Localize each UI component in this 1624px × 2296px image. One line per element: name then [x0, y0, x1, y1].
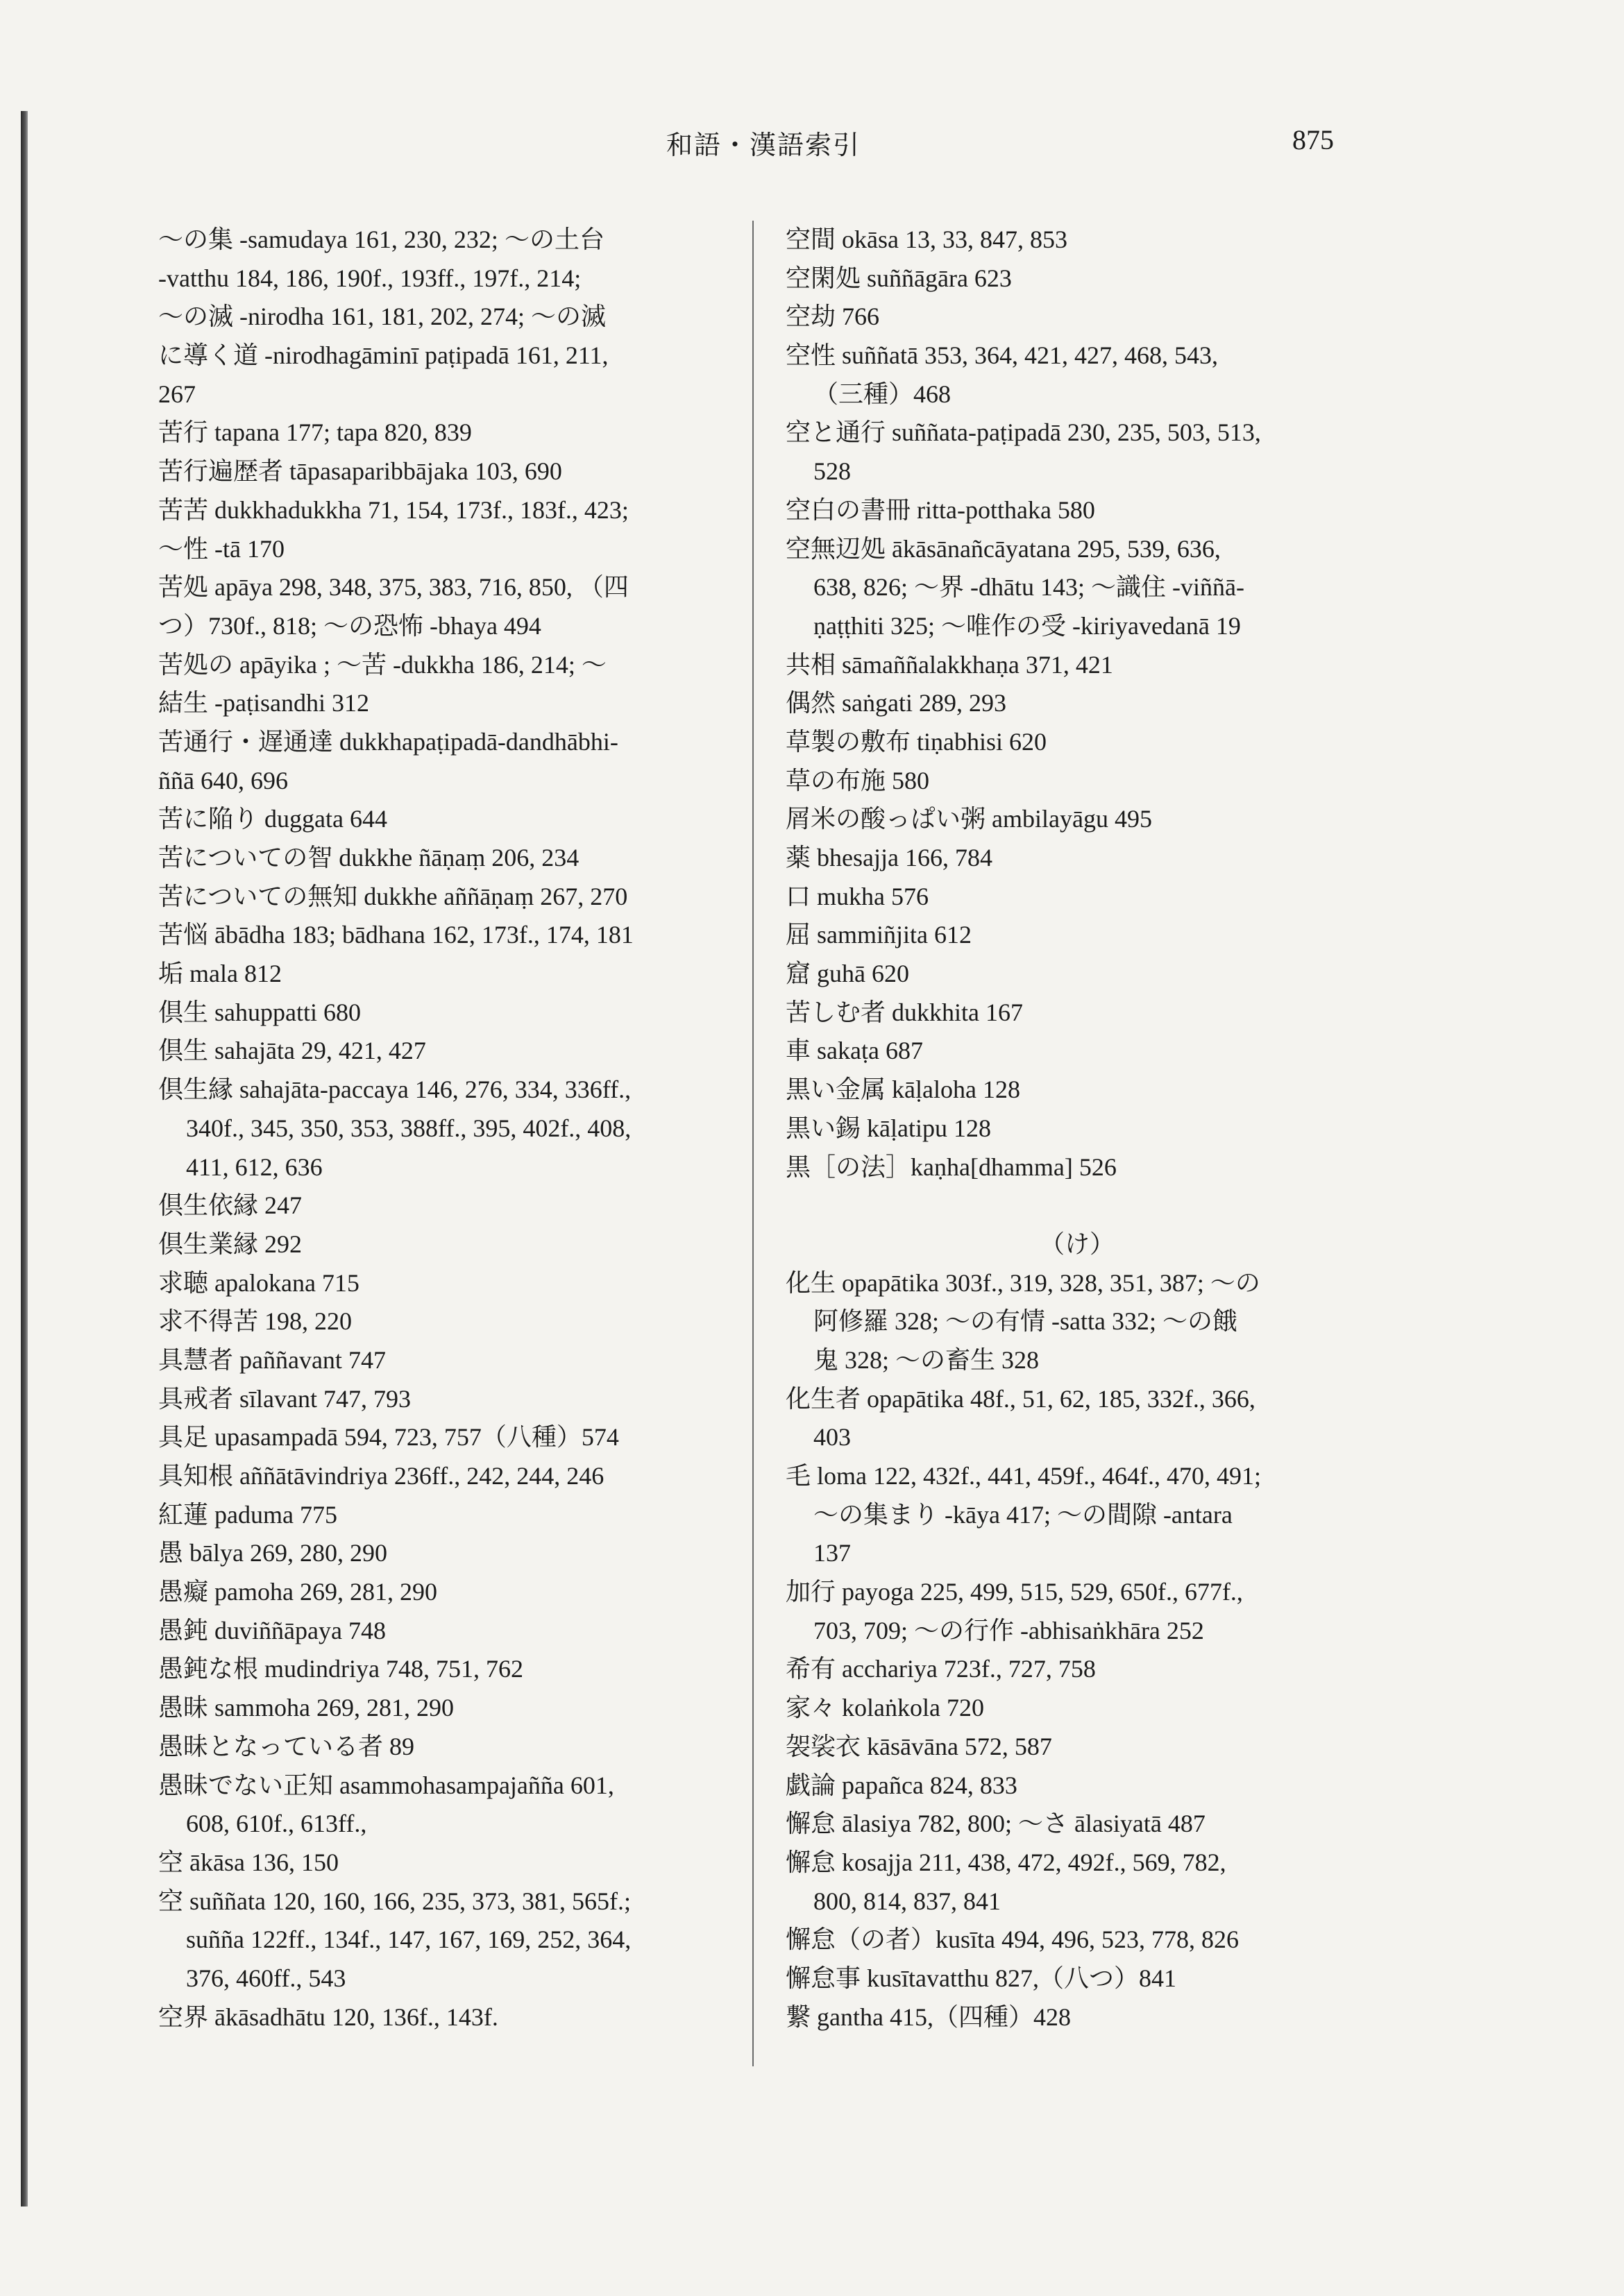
- index-entry-line: 具慧者 paññavant 747: [158, 1345, 386, 1374]
- index-entry-line: 黒い金属 kāḷaloha 128: [786, 1075, 1020, 1104]
- index-entry-line: 倶生 sahuppatti 680: [158, 998, 361, 1026]
- index-entry-line: 空劫 766: [786, 303, 880, 331]
- index-entry-line: 求聴 apalokana 715: [158, 1268, 360, 1297]
- index-entry-line: 愚昧でない正知 asammohasampajañña 601,: [158, 1771, 614, 1799]
- index-entry-line: 化生 opapātika 303f., 319, 328, 351, 387; ～の: [786, 1268, 1260, 1297]
- index-entry-line: 車 sakaṭa 687: [786, 1037, 923, 1065]
- index-entry-line: 倶生縁 sahajāta-paccaya 146, 276, 334, 336ff.,: [158, 1075, 632, 1104]
- index-entry-line: 垢 mala 812: [158, 960, 282, 988]
- index-entry-line: 528: [813, 457, 851, 486]
- index-entry-line: 薬 bhesajja 166, 784: [786, 844, 992, 871]
- index-entry-line: 屑米の酸っぱい粥 ambilayāgu 495: [786, 805, 1152, 833]
- index-entry-line: ～の集 -samudaya 161, 230, 232; ～の土台: [158, 226, 604, 253]
- index-entry-line: ññā 640, 696: [158, 766, 288, 794]
- scan-binding-edge: [21, 111, 28, 2206]
- index-entry-line: 懈怠 ālasiya 782, 800; ～さ ālasiyatā 487: [786, 1810, 1206, 1838]
- index-entry-line: 愚癡 pamoha 269, 281, 290: [158, 1578, 437, 1606]
- index-entry-line: 空無辺処 ākāsānañcāyatana 295, 539, 636,: [786, 534, 1221, 563]
- index-entry-line: 340f., 345, 350, 353, 388ff., 395, 402f., 408,: [186, 1114, 632, 1142]
- right-index-column: [786, 221, 1369, 2036]
- index-entry-line: 空間 okāsa 13, 33, 847, 853: [786, 226, 1067, 253]
- index-entry-line: 袈裟衣 kāsāvāna 572, 587: [786, 1732, 1052, 1760]
- index-entry-line: ～性 -tā 170: [158, 534, 285, 563]
- column-divider: [752, 221, 754, 2066]
- index-entry-line: 懈怠事 kusītavatthu 827,（八つ）841: [786, 1964, 1176, 1992]
- index-entry-line: 求不得苦 198, 220: [158, 1307, 353, 1336]
- index-entry-line: 愚昧 sammoha 269, 281, 290: [158, 1694, 454, 1722]
- index-entry-line: つ）730f., 818; ～の恐怖 -bhaya 494: [158, 611, 541, 640]
- index-entry-line: 苦に陥り duggata 644: [158, 805, 387, 833]
- index-entry-line: 草製の敷布 tiṇabhisi 620: [786, 727, 1047, 756]
- index-entry-line: 具足 upasampadā 594, 723, 757（八種）574: [158, 1423, 619, 1452]
- index-entry-line: 愚昧となっている者 89: [158, 1732, 415, 1760]
- index-entry-line: 偶然 saṅgati 289, 293: [786, 689, 1006, 717]
- index-entry-line: 空性 suññatā 353, 364, 421, 427, 468, 543,: [786, 341, 1218, 370]
- page-number: 875: [1292, 124, 1334, 155]
- index-entry-line: 403: [813, 1423, 851, 1452]
- index-entry-line: 空閑処 suññāgāra 623: [786, 264, 1012, 292]
- index-entry-line: 黒［の法］kaṇha[dhamma] 526: [786, 1153, 1117, 1181]
- index-entry-line: 懈怠（の者）kusīta 494, 496, 523, 778, 826: [786, 1925, 1239, 1954]
- index-entry-line: 愚鈍 duviññāpaya 748: [158, 1616, 386, 1644]
- running-title: 和語・漢語索引: [666, 131, 861, 160]
- index-entry-line: 苦行遍歴者 tāpasaparibbājaka 103, 690: [158, 457, 562, 486]
- index-entry-line: 窟 guhā 620: [786, 960, 909, 988]
- index-entry-line: 阿修羅 328; ～の有情 -satta 332; ～の餓: [813, 1307, 1237, 1336]
- index-entry-line: 愚鈍な根 mudindriya 748, 751, 762: [158, 1655, 523, 1683]
- index-entry-line: 倶生業縁 292: [158, 1230, 303, 1258]
- index-entry-line: 結生 -paṭisandhi 312: [158, 689, 369, 717]
- index-entry-line: に導く道 -nirodhagāminī paṭipadā 161, 211,: [158, 341, 609, 370]
- index-entry-line: 苦についての無知 dukkhe aññāṇaṃ 267, 270: [158, 882, 628, 910]
- index-entry-line: 苦処 apāya 298, 348, 375, 383, 716, 850, （四: [158, 573, 629, 602]
- index-entry-line: 共相 sāmaññalakkhaṇa 371, 421: [786, 650, 1113, 679]
- section-heading: （け）: [1039, 1230, 1115, 1258]
- index-entry-line: 繋 gantha 415,（四種）428: [786, 2002, 1071, 2031]
- index-entry-line: 草の布施 580: [786, 766, 930, 794]
- index-entry-line: 家々 kolaṅkola 720: [786, 1694, 984, 1722]
- index-entry-line: 化生者 opapātika 48f., 51, 62, 185, 332f., 366,: [786, 1384, 1255, 1413]
- index-entry-line: ṇaṭṭhiti 325; ～唯作の受 -kiriyavedanā 19: [813, 611, 1241, 640]
- index-entry-line: 加行 payoga 225, 499, 515, 529, 650f., 677f.,: [786, 1578, 1243, 1606]
- index-entry-line: 苦しむ者 dukkhita 167: [786, 998, 1023, 1026]
- index-entry-line: 鬼 328; ～の畜生 328: [813, 1345, 1040, 1374]
- index-entry-line: 137: [813, 1539, 851, 1567]
- index-entry-line: 戯論 papañca 824, 833: [786, 1771, 1017, 1799]
- index-entry-line: 具知根 aññātāvindriya 236ff., 242, 244, 246: [158, 1462, 604, 1490]
- index-entry-line: 608, 610f., 613ff.,: [186, 1810, 367, 1838]
- index-entry-line: -vatthu 184, 186, 190f., 193ff., 197f., 214;: [158, 264, 582, 292]
- index-entry-line: （三種）468: [813, 380, 951, 408]
- index-entry-line: 376, 460ff., 543: [186, 1964, 346, 1992]
- index-entry-line: 毛 loma 122, 432f., 441, 459f., 464f., 470, 491;: [786, 1462, 1261, 1490]
- left-index-column: [158, 221, 726, 2036]
- index-entry-line: 希有 acchariya 723f., 727, 758: [786, 1655, 1096, 1683]
- index-entry-line: 703, 709; ～の行作 -abhisaṅkhāra 252: [813, 1616, 1204, 1644]
- index-entry-line: 空 ākāsa 136, 150: [158, 1848, 339, 1876]
- index-entry-line: 267: [158, 380, 196, 408]
- index-entry-line: [786, 1187, 1369, 1225]
- index-entry-line: 黒い錫 kāḷatipu 128: [786, 1114, 991, 1142]
- index-entry-line: 411, 612, 636: [186, 1153, 323, 1181]
- index-entry-line: 口 mukha 576: [786, 882, 929, 910]
- index-entry-line: 苦通行・遅通達 dukkhapaṭipadā-dandhābhi-: [158, 727, 618, 756]
- index-entry-line: 苦処の apāyika ; ～苦 -dukkha 186, 214; ～: [158, 650, 607, 679]
- index-entry-line: 苦についての智 dukkhe ñāṇaṃ 206, 234: [158, 844, 580, 871]
- index-entry-line: 屈 sammiñjita 612: [786, 921, 972, 949]
- index-entry-line: 懈怠 kosajja 211, 438, 472, 492f., 569, 782,: [786, 1848, 1226, 1876]
- page-header: [0, 124, 1624, 165]
- index-entry-line: 空白の書冊 ritta-potthaka 580: [786, 495, 1095, 524]
- index-entry-line: ～の滅 -nirodha 161, 181, 202, 274; ～の滅: [158, 303, 606, 331]
- index-entry-line: 倶生 sahajāta 29, 421, 427: [158, 1037, 426, 1065]
- index-entry-line: 苦苦 dukkhadukkha 71, 154, 173f., 183f., 423;: [158, 495, 629, 524]
- index-entry-line: 愚 bālya 269, 280, 290: [158, 1539, 387, 1567]
- index-entry-line: 苦悩 ābādha 183; bādhana 162, 173f., 174, 181: [158, 921, 634, 949]
- index-entry-line: 具戒者 sīlavant 747, 793: [158, 1384, 411, 1413]
- index-entry-line: suñña 122ff., 134f., 147, 167, 169, 252, 364,: [186, 1925, 632, 1954]
- index-entry-line: 空と通行 suññata-paṭipadā 230, 235, 503, 513,: [786, 418, 1261, 447]
- index-entry-line: 800, 814, 837, 841: [813, 1887, 1001, 1915]
- index-entry-line: 紅蓮 paduma 775: [158, 1500, 337, 1529]
- index-entry-line: 空界 ākāsadhātu 120, 136f., 143f.: [158, 2002, 498, 2031]
- index-entry-line: 638, 826; ～界 -dhātu 143; ～識住 -viññā-: [813, 573, 1244, 602]
- index-entry-line: 倶生依縁 247: [158, 1191, 303, 1220]
- index-entry-line: ～の集まり -kāya 417; ～の間隙 -antara: [813, 1500, 1233, 1529]
- index-entry-line: 苦行 tapana 177; tapa 820, 839: [158, 418, 472, 447]
- index-entry-line: 空 suññata 120, 160, 166, 235, 373, 381, 565f.;: [158, 1887, 631, 1915]
